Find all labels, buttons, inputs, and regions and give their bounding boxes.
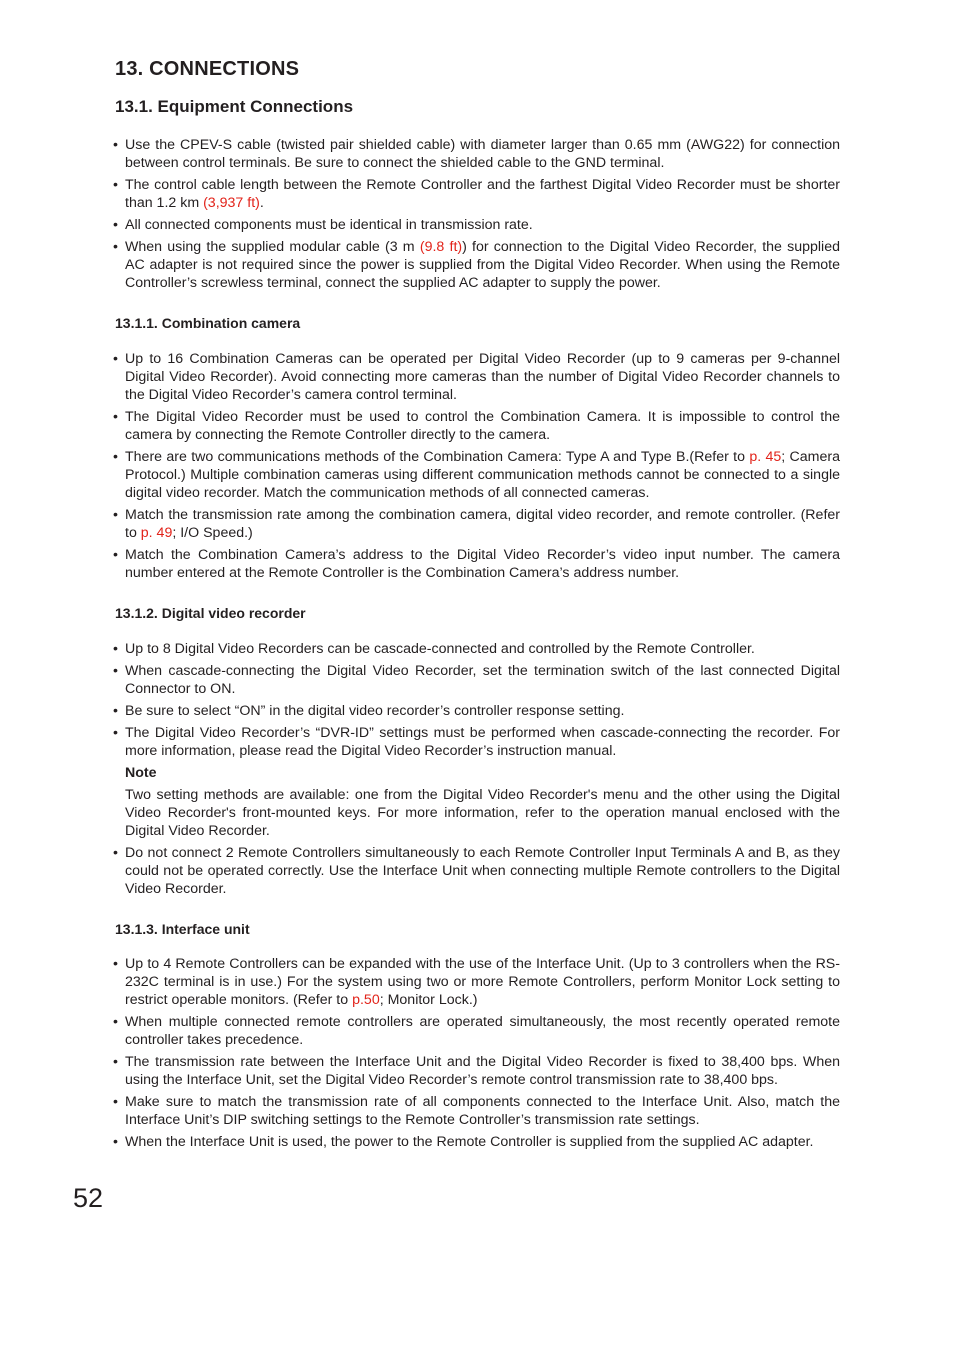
page-number: 52 xyxy=(73,1183,104,1213)
list-item xyxy=(113,640,840,658)
subsection-heading-interface-unit: 13.1.3. Interface unit xyxy=(115,921,250,937)
list-item-text: Up to 8 Digital Video Recorders can be cascade-connected and controlled by the Remote Controller. xyxy=(125,641,755,657)
cross-reference-link[interactable]: p. 49 xyxy=(140,525,173,541)
page-title: 13. CONNECTIONS xyxy=(115,58,300,80)
list-item-text: All connected components must be identical in transmission rate. xyxy=(125,217,533,233)
bullet: • xyxy=(113,449,118,465)
list-item xyxy=(113,702,840,720)
list-item-text: ; Camera Protocol.) Multiple combination cameras using different communication methods cannot be connected to a single digital video recorder. Match the communication methods of all connected cameras. xyxy=(125,449,841,501)
list-item-text: The Digital Video Recorder’s “DVR-ID” settings must be performed when cascade-connecting the recorder. For more information, please read the Digital Video Recorder’s instruction manual. xyxy=(125,725,840,759)
list-item-text: When using the supplied modular cable (3 m xyxy=(125,239,420,255)
bullet: • xyxy=(113,703,118,719)
note-text: Two setting methods are available: one from the Digital Video Recorder's menu and the other using the Digital Video Recorder's front-mounted keys. For more information, refer to the operation manual enclosed with the Digital Video Recorder. xyxy=(125,787,840,839)
bullet: • xyxy=(113,1134,118,1150)
digital-video-recorder-list xyxy=(113,640,840,902)
list-item xyxy=(113,216,840,234)
bullet: • xyxy=(113,663,118,679)
subsection-heading-digital-video-recorder: 13.1.2. Digital video recorder xyxy=(115,605,306,621)
list-item-text: Match the Combination Camera’s address to the Digital Video Recorder’s video input number. The camera number entered at the Remote Controller is the Combination Camera’s address number. xyxy=(125,547,840,581)
bullet: • xyxy=(113,1094,118,1110)
bullet: • xyxy=(113,956,118,972)
cross-reference-link[interactable]: (3,937 ft) xyxy=(203,195,260,211)
list-item-text: When multiple connected remote controllers are operated simultaneously, the most recently operated remote controller takes precedence. xyxy=(125,1014,840,1048)
list-item-text: ; Monitor Lock.) xyxy=(379,992,478,1008)
list-item-text: When the Interface Unit is used, the power to the Remote Controller is supplied from the supplied AC adapter. xyxy=(125,1134,814,1150)
bullet: • xyxy=(113,137,118,153)
note-heading: Note xyxy=(125,765,157,781)
bullet: • xyxy=(113,351,118,367)
list-item xyxy=(113,1013,840,1049)
list-item-text: There are two communications methods of the Combination Camera: Type A and Type B.(Refer to xyxy=(125,449,750,465)
list-item xyxy=(113,350,840,404)
list-item xyxy=(113,662,840,698)
list-item-text: Be sure to select “ON” in the digital video recorder’s controller response setting. xyxy=(125,703,625,719)
list-item xyxy=(113,1133,840,1151)
bullet: • xyxy=(113,547,118,563)
list-item-text: The Digital Video Recorder must be used to control the Combination Camera. It is impossible to control the camera by connecting the Remote Controller directly to the camera. xyxy=(125,409,840,443)
bullet: • xyxy=(113,725,118,741)
list-item-text: Up to 4 Remote Controllers can be expanded with the use of the Interface Unit. (Up to 3 controllers when the RS-232C terminal is in use.) For the system using two or more Remote Controllers, perform Monitor Lock setting to restrict operable monitors. (Refer to xyxy=(125,956,840,1008)
list-item xyxy=(113,448,840,502)
bullet: • xyxy=(113,1014,118,1030)
subsection-heading-combination-camera: 13.1.1. Combination camera xyxy=(115,315,301,331)
bullet: • xyxy=(113,217,118,233)
bullet: • xyxy=(113,409,118,425)
list-item xyxy=(113,1093,840,1129)
bullet: • xyxy=(113,507,118,523)
bullet: • xyxy=(113,239,118,255)
list-item-text: Use the CPEV-S cable (twisted pair shielded cable) with diameter larger than 0.65 mm (AWG22) for connection between control terminals. Be sure to connect the shielded cable to the GND terminal. xyxy=(125,137,840,171)
list-item xyxy=(113,724,840,840)
list-item-text: Do not connect 2 Remote Controllers simultaneously to each Remote Controller Input Terminals A and B, as they could not be operated correctly. Use the Interface Unit when connecting multiple Remote controllers to the Digital Video Recorder. xyxy=(125,845,840,897)
list-item xyxy=(113,408,840,444)
list-item-text: . xyxy=(259,195,264,211)
list-item xyxy=(113,1053,840,1089)
list-item xyxy=(113,844,840,898)
list-item xyxy=(113,176,840,212)
list-item xyxy=(113,136,840,172)
interface-unit-list xyxy=(113,955,840,1155)
bullet: • xyxy=(113,641,118,657)
list-item-text: The control cable length between the Remote Controller and the farthest Digital Video Recorder must be shorter than 1.2 km xyxy=(125,177,840,211)
cross-reference-link[interactable]: p.50 xyxy=(352,992,380,1008)
list-item xyxy=(113,546,840,582)
equipment-connections-list xyxy=(113,136,840,296)
cross-reference-link[interactable]: (9.8 ft) xyxy=(419,239,463,255)
list-item-text: Match the transmission rate among the combination camera, digital video recorder, and remote controller. (Refer to xyxy=(125,507,840,541)
list-item xyxy=(113,955,840,1009)
list-item-text: When cascade-connecting the Digital Video Recorder, set the termination switch of the last connected Digital Connector to ON. xyxy=(125,663,840,697)
cross-reference-link[interactable]: p. 45 xyxy=(749,449,782,465)
combination-camera-list xyxy=(113,350,840,586)
list-item-text: The transmission rate between the Interface Unit and the Digital Video Recorder is fixed to 38,400 bps. When using the Interface Unit, set the Digital Video Recorder’s remote control transmission rate to 38,400 bps. xyxy=(125,1054,840,1088)
list-item-text: ; I/O Speed.) xyxy=(172,525,253,541)
section-heading-equipment-connections: 13.1. Equipment Connections xyxy=(115,97,354,116)
bullet: • xyxy=(113,177,118,193)
list-item-text: Make sure to match the transmission rate of all components connected to the Interface Unit. Also, match the Interface Unit’s DIP switching settings to the Remote Controller’s transmission rate settings. xyxy=(125,1094,840,1128)
bullet: • xyxy=(113,845,118,861)
list-item-text: ) for connection to the Digital Video Recorder, the supplied AC adapter is not required since the power is supplied from the Digital Video Recorder. When using the Remote Controller’s screwless terminal, connect the supplied AC adapter to supply the power. xyxy=(125,239,840,291)
bullet: • xyxy=(113,1054,118,1070)
list-item xyxy=(113,506,840,542)
list-item-text: Up to 16 Combination Cameras can be operated per Digital Video Recorder (up to 9 cameras per 9-channel Digital Video Recorder). Avoid connecting more cameras than the number of Digital Video Recorder channels to the Digital Video Recorder’s camera control terminal. xyxy=(125,351,840,403)
list-item xyxy=(113,238,840,292)
